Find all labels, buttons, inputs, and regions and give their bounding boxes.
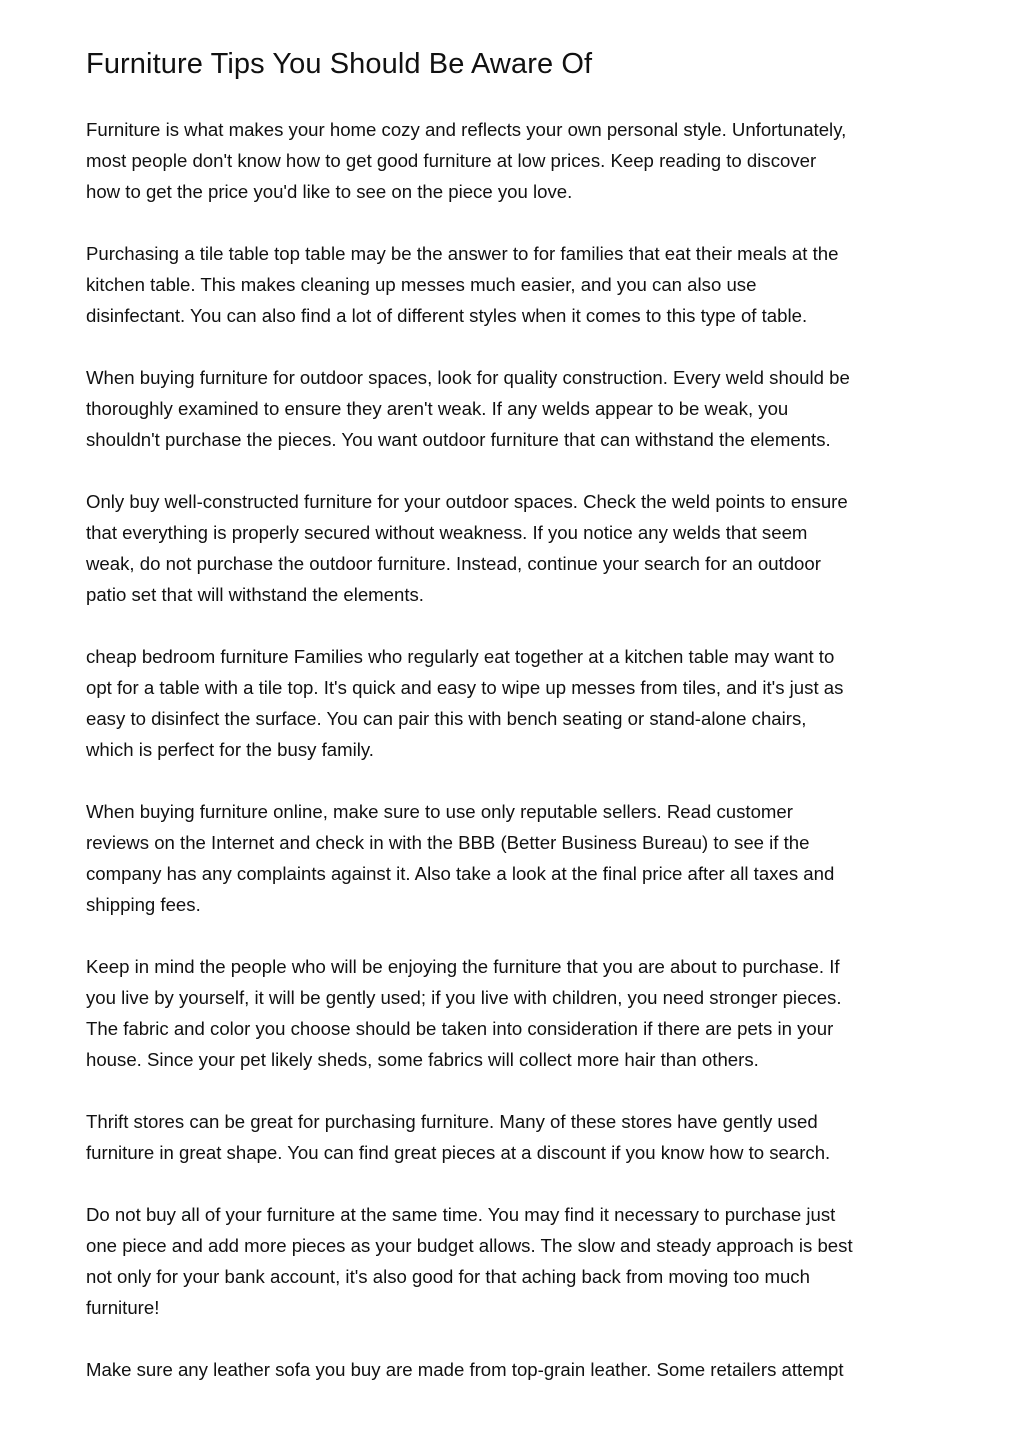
text-line: patio set that will withstand the elements. (86, 584, 424, 605)
text-line: furniture! (86, 1297, 160, 1318)
text-line: thoroughly examined to ensure they aren't weak. If any welds appear to be weak, you (86, 398, 789, 419)
text-line: how to get the price you'd like to see on the piece you love. (86, 181, 573, 202)
text-line: weak, do not purchase the outdoor furniture. Instead, continue your search for an outdoor (86, 553, 821, 574)
text-line: The fabric and color you choose should be taken into consideration if there are pets in your (86, 1018, 834, 1039)
text-line: not only for your bank account, it's also good for that aching back from moving too much (86, 1266, 810, 1287)
text-line: Furniture is what makes your home cozy and reflects your own personal style. Unfortunately, (86, 119, 847, 140)
text-line: Thrift stores can be great for purchasing furniture. Many of these stores have gently used (86, 1111, 818, 1132)
text-line: When buying furniture for outdoor spaces, look for quality construction. Every weld should be (86, 367, 850, 388)
paragraph-1 (86, 114, 966, 207)
paragraph-9 (86, 1199, 966, 1323)
text-line: most people don't know how to get good furniture at low prices. Keep reading to discover (86, 150, 817, 171)
text-line: easy to disinfect the surface. You can pair this with bench seating or stand-alone chairs, (86, 708, 807, 729)
text-line: Make sure any leather sofa you buy are made from top-grain leather. Some retailers attempt (86, 1359, 844, 1380)
text-line: furniture in great shape. You can find great pieces at a discount if you know how to search. (86, 1142, 831, 1163)
text-line: Only buy well-constructed furniture for your outdoor spaces. Check the weld points to ensure (86, 491, 848, 512)
text-line: opt for a table with a tile top. It's quick and easy to wipe up messes from tiles, and it's just as (86, 677, 844, 698)
paragraph-10 (86, 1354, 966, 1385)
text-line: disinfectant. You can also find a lot of different styles when it comes to this type of table. (86, 305, 808, 326)
paragraph-5 (86, 641, 966, 765)
text-line: you live by yourself, it will be gently used; if you live with children, you need stronger pieces. (86, 987, 842, 1008)
document-title: Furniture Tips You Should Be Aware Of (86, 48, 593, 80)
paragraph-6 (86, 796, 966, 920)
text-line: Purchasing a tile table top table may be the answer to for families that eat their meals at the (86, 243, 839, 264)
text-line: house. Since your pet likely sheds, some fabrics will collect more hair than others. (86, 1049, 759, 1070)
document-body (86, 114, 966, 1416)
paragraph-3 (86, 362, 966, 455)
paragraph-7 (86, 951, 966, 1075)
text-line: When buying furniture online, make sure to use only reputable sellers. Read customer (86, 801, 793, 822)
text-line: one piece and add more pieces as your budget allows. The slow and steady approach is best (86, 1235, 853, 1256)
paragraph-4 (86, 486, 966, 610)
text-line: Keep in mind the people who will be enjoying the furniture that you are about to purchase. If (86, 956, 840, 977)
paragraph-8 (86, 1106, 966, 1168)
text-line: cheap bedroom furniture Families who regularly eat together at a kitchen table may want to (86, 646, 835, 667)
text-line: reviews on the Internet and check in with the BBB (Better Business Bureau) to see if the (86, 832, 810, 853)
text-line: Do not buy all of your furniture at the same time. You may find it necessary to purchase just (86, 1204, 836, 1225)
text-line: which is perfect for the busy family. (86, 739, 374, 760)
text-line: shouldn't purchase the pieces. You want outdoor furniture that can withstand the elements. (86, 429, 831, 450)
text-line: shipping fees. (86, 894, 201, 915)
paragraph-2 (86, 238, 966, 331)
text-line: that everything is properly secured without weakness. If you notice any welds that seem (86, 522, 808, 543)
text-line: kitchen table. This makes cleaning up messes much easier, and you can also use (86, 274, 757, 295)
text-line: company has any complaints against it. Also take a look at the final price after all taxes and (86, 863, 835, 884)
